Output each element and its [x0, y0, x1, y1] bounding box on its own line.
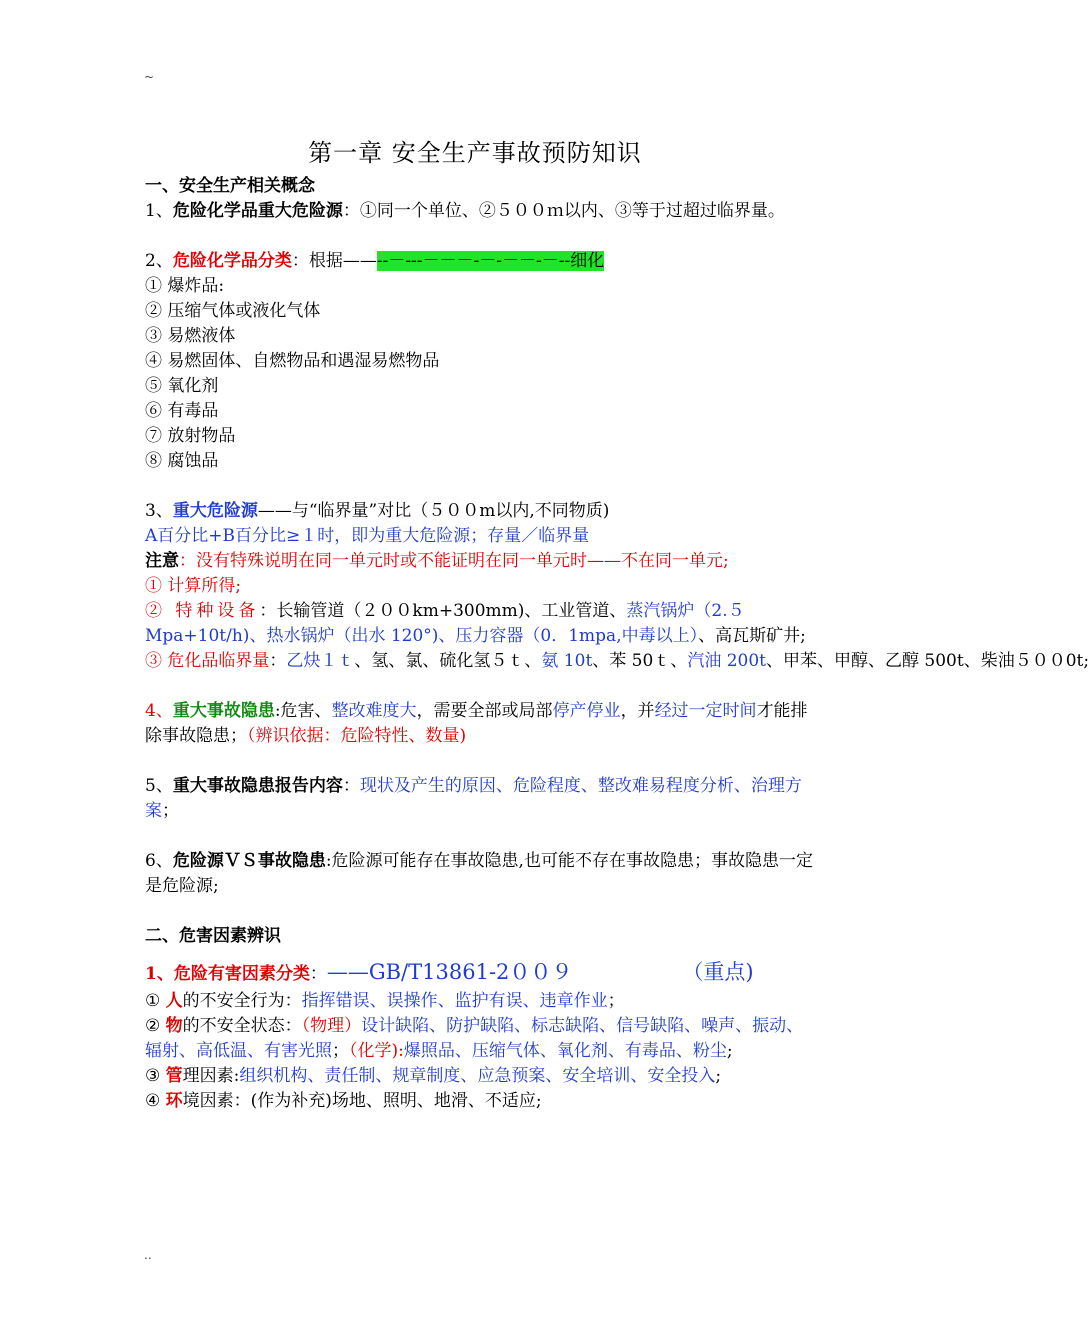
spacer	[145, 674, 815, 699]
class-item: ⑤ 氧化剂	[145, 376, 219, 396]
item-text: ，需要全部或局部	[416, 701, 553, 721]
factor-environment	[145, 1089, 815, 1114]
paragraph-7	[145, 957, 815, 989]
item-number: 2、	[145, 251, 173, 271]
item-number: 4、	[145, 701, 173, 721]
section-heading: 一、安全生产相关概念	[145, 176, 315, 196]
class-item: ⑧ 腐蚀品	[145, 451, 219, 471]
key-point-tag: （重点)	[682, 960, 754, 984]
term: 危险化学品分类	[172, 251, 292, 271]
item-text: ；	[607, 991, 625, 1011]
lead-text: ：根据——	[291, 251, 377, 271]
factor-human	[145, 989, 815, 1014]
section-heading: 二、危害因素辨识	[145, 926, 281, 946]
item-highlight: 组织机构、责任制、规章制度、应急预案、安全培训、安全投入	[239, 1066, 716, 1086]
item-text: :危害、	[274, 701, 332, 721]
definition-text: ：①同一个单位、②５００ｍ以内、③等于过超过临界量。	[342, 201, 785, 221]
highlighted-text: 细化	[570, 251, 605, 271]
item-highlight: 爆照品、压缩气体、氧化剂、有毒品、粉尘	[403, 1041, 727, 1061]
item-number: 5、	[145, 776, 173, 796]
factor-key: 人	[165, 991, 183, 1011]
item-number: 6、	[145, 851, 173, 871]
item-number: 1、	[145, 964, 174, 984]
note-item-1: ① 计算所得;	[145, 576, 242, 596]
item-highlight: 氨 10t	[541, 651, 593, 671]
term: 危险有害因素分类	[173, 964, 310, 984]
item-highlight: 设计缺陷、防护缺陷、标志缺陷、信号缺陷、噪声、振动、辐射、高低温、有害光照	[145, 1016, 804, 1061]
spacer	[145, 824, 815, 849]
note-item-3	[145, 649, 1089, 674]
class-item: ③ 易燃液体	[145, 326, 236, 346]
factor-key: 环	[165, 1091, 183, 1111]
item-text: ：	[342, 776, 360, 796]
paragraph-5	[145, 774, 815, 824]
item-text: ；	[332, 1041, 349, 1061]
item-highlight: 乙炔１ｔ	[286, 651, 355, 671]
item-text: 、甲苯、甲醇、乙醇 500t、柴油５００0t;	[766, 651, 1089, 671]
basis-text: （辨识依据：危险特性、数量)	[247, 726, 467, 746]
factor-object	[145, 1014, 815, 1064]
factor-management	[145, 1064, 815, 1089]
item-highlight: 蒸汽锅炉（2.５Mpa+10t/h)、热水锅炉（出水 120°)、压力容器（0．1mpa,中毒以上）	[145, 601, 745, 646]
term: 重大事故隐患	[172, 701, 275, 721]
item-highlight: 指挥错误、误操作、监护有误、违章作业	[301, 991, 608, 1011]
spacer	[145, 224, 815, 249]
spacer	[145, 899, 815, 924]
paragraph-1	[145, 199, 815, 224]
paragraph-2	[145, 249, 815, 274]
formula-line: A百分比+B百分比≥１时，即为重大危险源；存量／临界量	[145, 526, 590, 546]
comparison-text: ——与“临界量”对比（５００m以内,不同物质)	[257, 501, 610, 521]
item-highlight: 经过一定时间	[654, 701, 757, 721]
class-item: ① 爆炸品:	[145, 276, 225, 296]
item-text: 的不安全行为：	[182, 991, 302, 1011]
spacer	[145, 474, 815, 499]
item-number: ③	[145, 1066, 166, 1086]
item-text: ；	[162, 801, 179, 821]
item-number: ②	[145, 1016, 166, 1036]
header-mark: ~	[144, 70, 155, 84]
class-item: ⑥ 有毒品	[145, 401, 219, 421]
item-text: :危险源可能存在事故隐患,也可能不存在事故隐患；事故隐患一定是危险源;	[145, 851, 813, 896]
item-label: ③ 危化品临界量	[145, 651, 270, 671]
term: 重大危险源	[172, 501, 258, 521]
item-text: 、高瓦斯矿井;	[698, 626, 806, 646]
item-text: ;	[726, 1041, 733, 1061]
item-text: 的不安全状态：	[182, 1016, 302, 1036]
item-text: 、氢、氯、硫化氢５ｔ、	[354, 651, 542, 671]
item-number: 1、	[145, 201, 173, 221]
standard-code: ——GB/T13861-2００９	[326, 960, 573, 984]
item-text: 、苯 50ｔ、	[592, 651, 688, 671]
paragraph-3	[145, 499, 815, 524]
paragraph-4	[145, 699, 815, 749]
item-text: ：	[309, 964, 327, 984]
highlighted-dashes: --－---－－－-－-－－-－--	[376, 251, 571, 271]
item-text: ：长输管道（２００km+300mm)、工业管道、	[259, 601, 627, 621]
note-item-2	[145, 599, 815, 649]
factor-key: 物	[165, 1016, 183, 1036]
factor-key: 管	[165, 1066, 183, 1086]
class-item: ④ 易燃固体、自燃物品和遇湿易燃物品	[145, 351, 440, 371]
term: 危险源ＶＳ事故隐患	[172, 851, 326, 871]
category-tag: （化学):	[349, 1041, 404, 1061]
item-highlight: 停产停业	[552, 701, 621, 721]
spacer	[145, 749, 815, 774]
item-text: 理因素:	[182, 1066, 240, 1086]
item-text: 才能排除事故隐患；	[145, 701, 808, 746]
item-text: ：	[269, 651, 287, 671]
term: 危险化学品重大危险源	[172, 201, 343, 221]
term: 重大事故隐患报告内容	[172, 776, 343, 796]
chapter-title: 第一章 安全生产事故预防知识	[308, 139, 642, 167]
class-item: ⑦ 放射物品	[145, 426, 236, 446]
category-tag: （物理）	[301, 1016, 362, 1036]
spacer	[145, 949, 815, 957]
item-number: 3、	[145, 501, 173, 521]
document-body	[145, 174, 1089, 1114]
note-label: 注意	[145, 551, 179, 571]
item-number: ④	[145, 1091, 166, 1111]
footer-mark: ..	[144, 1248, 152, 1262]
item-highlight: 整改难度大	[331, 701, 417, 721]
item-text: ;	[715, 1066, 722, 1086]
note-line	[145, 549, 815, 574]
item-number: ①	[145, 991, 166, 1011]
item-highlight: 汽油 200t	[687, 651, 767, 671]
item-text: 境因素：(作为补充)场地、照明、地滑、不适应;	[182, 1091, 542, 1111]
note-text: ：没有特殊说明在同一单元时或不能证明在同一单元时——不在同一单元;	[179, 551, 729, 571]
class-item: ② 压缩气体或液化气体	[145, 301, 321, 321]
item-label: ② 特种设备	[145, 601, 260, 621]
paragraph-6	[145, 849, 815, 899]
item-text: ，并	[620, 701, 655, 721]
item-highlight: 现状及产生的原因、危险程度、整改难易程度分析、治理方案	[145, 776, 802, 821]
